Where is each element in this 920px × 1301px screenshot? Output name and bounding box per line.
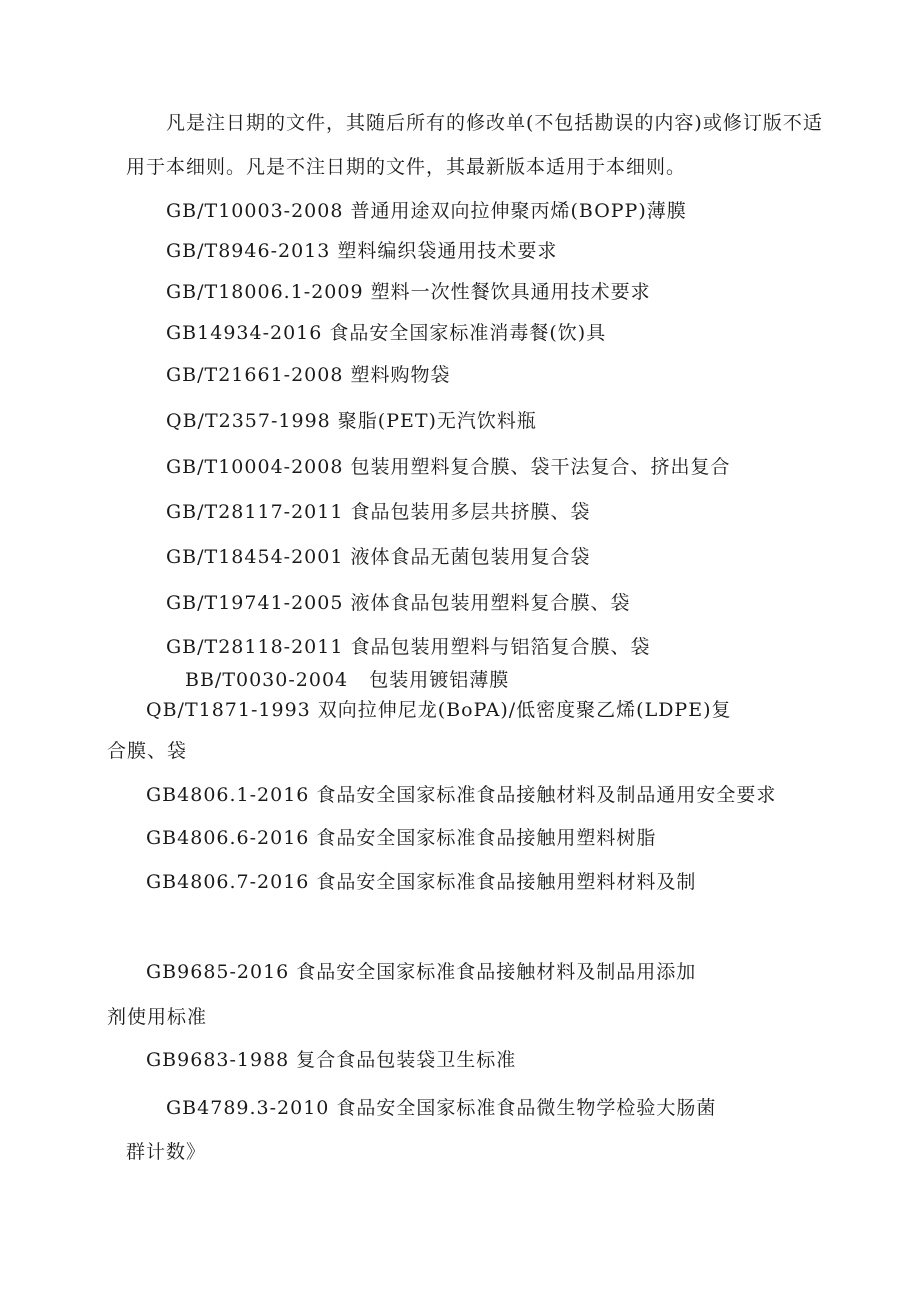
standard-item: GB/T18006.1-2009 塑料一次性餐饮具通用技术要求 bbox=[166, 281, 651, 303]
standard-item: GB/T28117-2011 食品包装用多层共挤膜、袋 bbox=[166, 501, 591, 523]
standard-item: GB/T8946-2013 塑料编织袋通用技术要求 bbox=[166, 240, 558, 262]
paragraph-line-1: 凡是注日期的文件，其随后所有的修改单(不包括勘误的内容)或修订版不适 bbox=[166, 112, 823, 134]
standard-item: GB4806.1-2016 食品安全国家标准食品接触材料及制品通用安全要求 bbox=[146, 784, 777, 806]
standard-item: BB/T0030-2004 包装用镀铝薄膜 bbox=[185, 669, 510, 691]
standard-item: GB/T21661-2008 塑料购物袋 bbox=[166, 364, 451, 386]
standard-item: QB/T1871-1993 双向拉伸尼龙(BoPA)/低密度聚乙烯(LDPE)复 bbox=[146, 699, 732, 721]
standard-item: GB14934-2016 食品安全国家标准消毒餐(饮)具 bbox=[166, 322, 607, 344]
standard-item: GB/T10004-2008 包装用塑料复合膜、袋干法复合、挤出复合 bbox=[166, 456, 731, 478]
standard-item-continuation: 合膜、袋 bbox=[107, 740, 188, 762]
standard-item: GB/T10003-2008 普通用途双向拉伸聚丙烯(BOPP)薄膜 bbox=[166, 200, 687, 222]
paragraph-line-2: 用于本细则。凡是不注日期的文件，其最新版本适用于本细则。 bbox=[126, 156, 687, 178]
standard-item: GB/T19741-2005 液体食品包装用塑料复合膜、袋 bbox=[166, 592, 631, 614]
standard-item: GB9683-1988 复合食品包装袋卫生标准 bbox=[146, 1049, 517, 1071]
standard-item-continuation: 群计数》 bbox=[126, 1141, 207, 1163]
standard-item: GB/T18454-2001 液体食品无菌包装用复合袋 bbox=[166, 546, 591, 568]
standard-item-continuation: 剂使用标准 bbox=[107, 1006, 208, 1028]
standard-item: GB4806.7-2016 食品安全国家标准食品接触用塑料材料及制 bbox=[146, 871, 697, 893]
standard-item: GB4789.3-2010 食品安全国家标准食品微生物学检验大肠菌 bbox=[166, 1097, 717, 1119]
standard-item: QB/T2357-1998 聚脂(PET)无汽饮料瓶 bbox=[166, 410, 537, 432]
standard-item: GB4806.6-2016 食品安全国家标准食品接触用塑料树脂 bbox=[146, 827, 657, 849]
standard-item: GB/T28118-2011 食品包装用塑料与铝箔复合膜、袋 bbox=[166, 636, 651, 658]
standard-item: GB9685-2016 食品安全国家标准食品接触材料及制品用添加 bbox=[146, 961, 697, 983]
